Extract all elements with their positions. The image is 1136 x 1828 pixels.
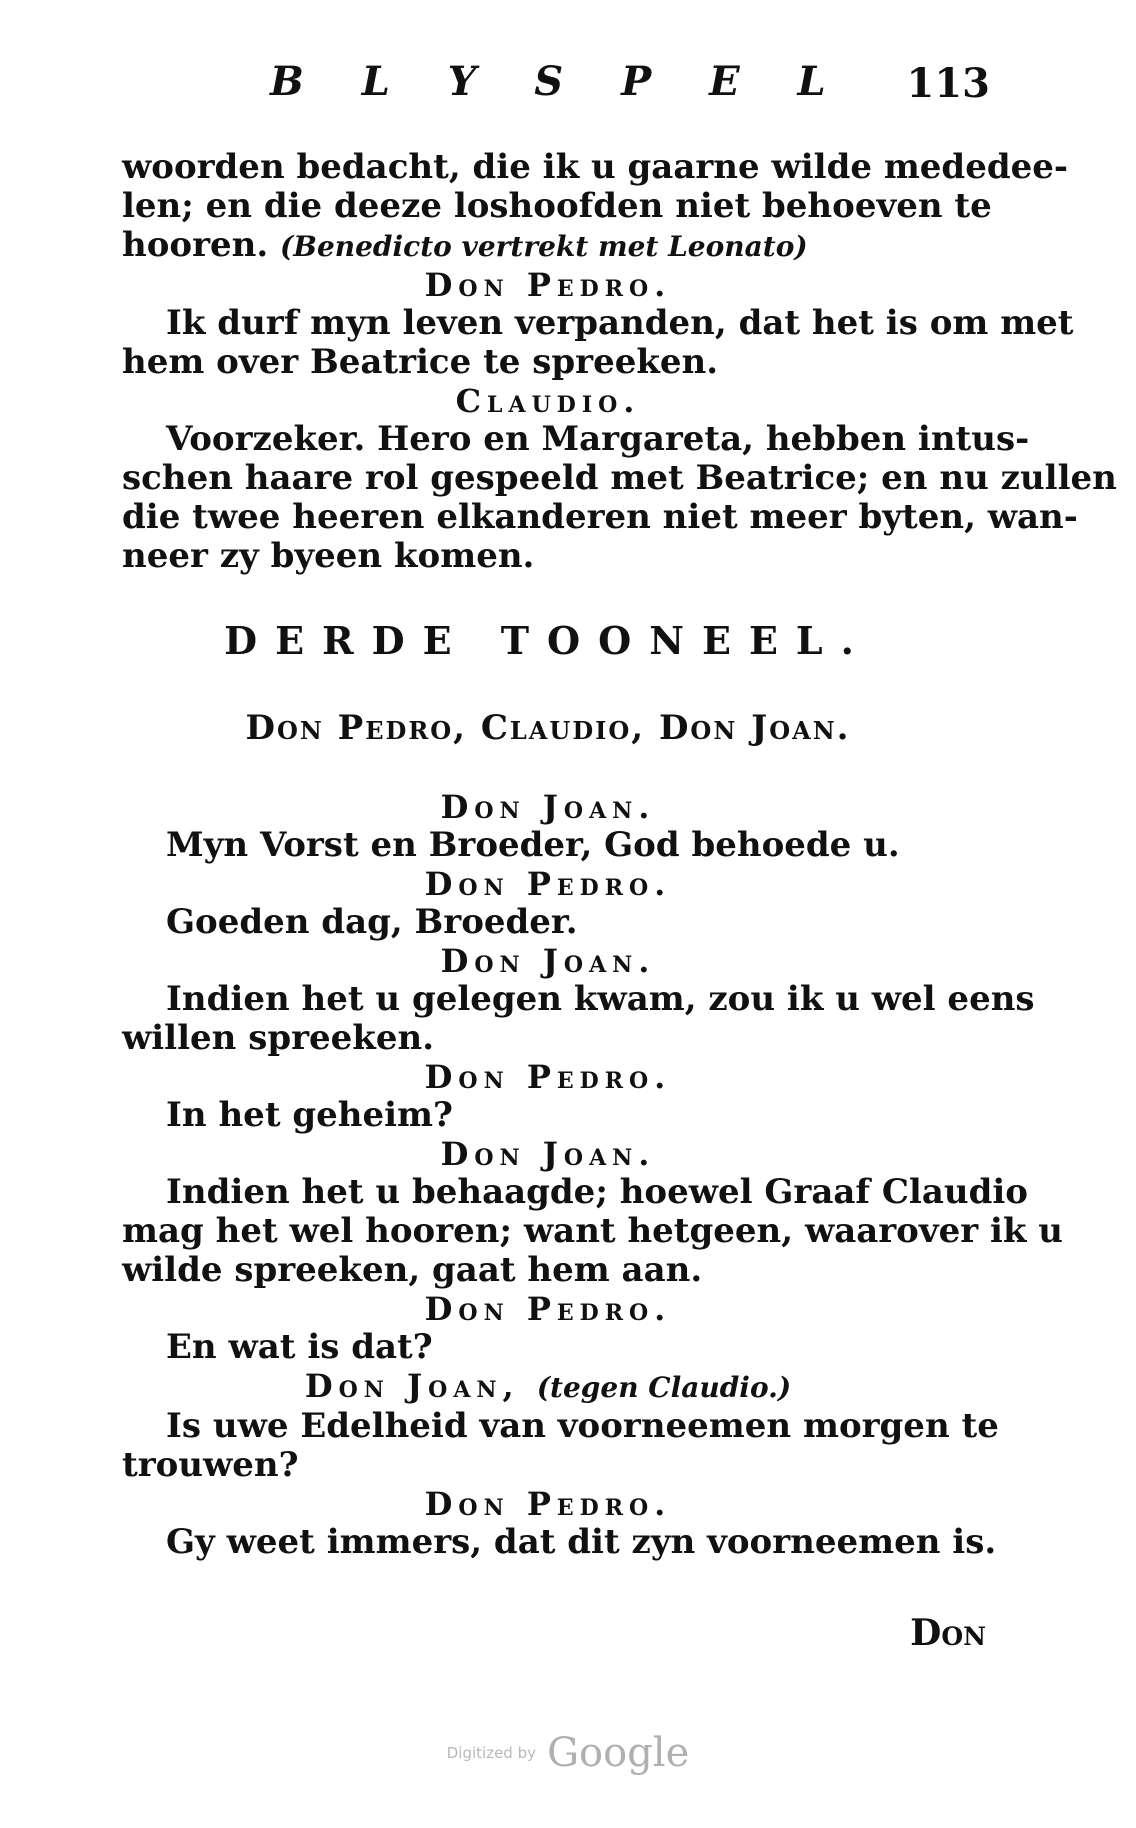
speaker-name: Don Pedro.: [424, 1058, 672, 1096]
text-line: woorden bedacht, die ik u gaarne wilde mededee-: [122, 147, 1068, 187]
speaker-name: Don Joan.: [440, 1135, 656, 1173]
text-line: die twee heeren elkanderen niet meer byten, wan-: [122, 497, 1078, 537]
speaker-name: Don Pedro.: [424, 1485, 672, 1523]
scene-heading: [122, 618, 974, 663]
speaker-name: Don Pedro.: [424, 865, 672, 903]
speaker-name: Don Joan.: [440, 788, 656, 826]
cast-list: Don Pedro, Claudio, Don Joan.: [245, 708, 851, 748]
digitized-watermark: [0, 1730, 1136, 1776]
speaker-with-direction: [122, 1367, 974, 1407]
scene-title: DERDE TOONEEL.: [224, 618, 872, 663]
text-line: hem over Beatrice te spreeken.: [122, 342, 719, 382]
page-header: [120, 58, 990, 118]
stage-direction: (tegen Claudio.): [536, 1371, 792, 1404]
watermark-caption: Digitized by: [446, 1744, 536, 1762]
speaker-name: Don Joan,: [304, 1367, 520, 1405]
opening-speech: [122, 147, 1117, 576]
text-line: Ik durf myn leven verpanden, dat het is om met: [166, 303, 1074, 343]
page-number: 113: [906, 60, 990, 107]
text-line: schen haare rol gespeeld met Beatrice; en nu zullen: [122, 458, 1117, 498]
text-line: Indien het u gelegen kwam, zou ik u wel eens: [166, 979, 1035, 1019]
text-line: In het geheim?: [166, 1095, 453, 1135]
speaker-name: Don Pedro.: [424, 1290, 672, 1328]
text-line: Goeden dag, Broeder.: [166, 902, 578, 942]
dialogue: [122, 788, 1064, 1562]
text-line: wilde spreeken, gaat hem aan.: [122, 1250, 703, 1290]
speaker-name: Don Pedro.: [424, 266, 672, 304]
speaker-name: Claudio.: [455, 382, 641, 420]
running-title: B L Y S P E L: [270, 58, 848, 105]
text-line: Is uwe Edelheid van voorneemen morgen te: [166, 1406, 999, 1446]
text-fragment: hooren.: [122, 225, 269, 265]
text-line: mag het wel hooren; want hetgeen, waarover ik u: [122, 1211, 1064, 1251]
speaker-name: Don Joan.: [440, 942, 656, 980]
text-line: Voorzeker. Hero en Margareta, hebben intus-: [166, 419, 1030, 459]
text-line: Gy weet immers, dat dit zyn voorneemen is.: [166, 1522, 997, 1562]
text-line: len; en die deeze loshoofden niet behoeven te: [122, 186, 992, 226]
catchword: Don: [910, 1612, 986, 1654]
text-line: [122, 226, 974, 266]
text-line: willen spreeken.: [122, 1018, 435, 1058]
google-logo: Google: [547, 1730, 690, 1776]
text-line: trouwen?: [122, 1445, 299, 1485]
text-line: En wat is dat?: [166, 1327, 433, 1367]
text-line: Myn Vorst en Broeder, God behoede u.: [166, 825, 900, 865]
text-line: neer zy byeen komen.: [122, 536, 535, 576]
scene-cast: [122, 708, 974, 748]
text-line: Indien het u behaagde; hoewel Graaf Claudio: [166, 1172, 1028, 1212]
stage-direction: (Benedicto vertrekt met Leonato): [280, 230, 808, 263]
